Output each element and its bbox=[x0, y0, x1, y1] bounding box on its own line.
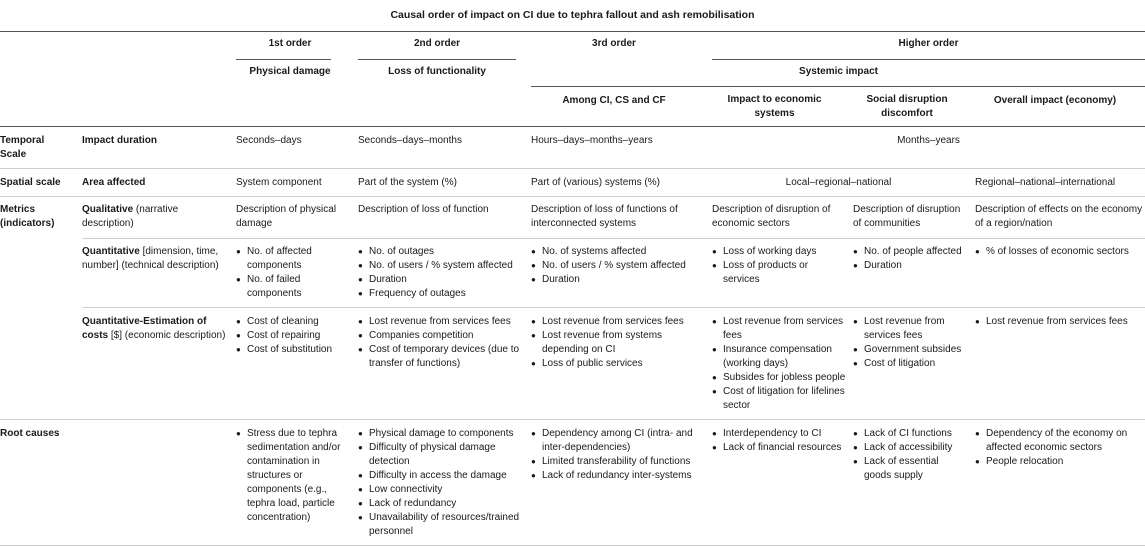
qualitative-third: Description of loss of functions of interconnected systems bbox=[531, 204, 678, 229]
list-item: ● Limited transferability of functions bbox=[531, 455, 701, 469]
header-systemic-impact: Systemic impact bbox=[799, 66, 878, 77]
list-item: ● Lack of redundancy inter-systems bbox=[531, 469, 701, 483]
label-quantitative bbox=[82, 245, 227, 273]
list-item: ● Unavailability of resources/trained personnel bbox=[358, 511, 523, 539]
quantitative-first bbox=[236, 245, 346, 301]
header-higher-order: Higher order bbox=[898, 38, 959, 49]
header-third-order: 3rd order bbox=[592, 38, 636, 49]
header-first-order: 1st order bbox=[268, 38, 312, 49]
quantitative-second bbox=[358, 245, 523, 301]
root-first bbox=[236, 427, 348, 525]
list-item: ● Difficulty in access the damage bbox=[358, 469, 523, 483]
list-item: ● No. of people affected bbox=[853, 245, 968, 259]
rule-temporal bbox=[0, 168, 1145, 169]
temporal-higher: Months–years bbox=[897, 135, 960, 146]
quantitative-economic bbox=[712, 245, 847, 287]
list-item: ● Duration bbox=[853, 259, 968, 273]
qualitative-social: Description of disruption of communities bbox=[853, 204, 961, 229]
list-item: ● Cost of temporary devices (due to transfer of functions) bbox=[358, 343, 523, 371]
list-item: ● Cost of litigation for lifelines sector bbox=[712, 385, 847, 413]
label-area-affected: Area affected bbox=[82, 177, 146, 188]
list-item: ● Cost of cleaning bbox=[236, 315, 346, 329]
list-item: ● No. of users / % system affected bbox=[358, 259, 523, 273]
rule-higher bbox=[712, 59, 1145, 60]
costs-first bbox=[236, 315, 346, 357]
spatial-second: Part of the system (%) bbox=[358, 177, 457, 188]
list-item: ● Companies competition bbox=[358, 329, 523, 343]
header-physical-damage: Physical damage bbox=[249, 66, 331, 77]
rule-second bbox=[358, 59, 516, 60]
costs-economic bbox=[712, 315, 847, 413]
label-qualitative bbox=[82, 203, 227, 231]
list-item: ● No. of systems affected bbox=[531, 245, 701, 259]
list-item: ● Duration bbox=[531, 273, 701, 287]
label-qualitative-bold: Qualitative bbox=[82, 204, 134, 215]
list-item: ● Cost of repairing bbox=[236, 329, 346, 343]
list-item: ● Lack of financial resources bbox=[712, 441, 847, 455]
quantitative-third bbox=[531, 245, 701, 287]
rule-quantitative bbox=[82, 307, 1145, 308]
header-among-ci: Among CI, CS and CF bbox=[562, 95, 666, 106]
header-loss-functionality: Loss of functionality bbox=[388, 66, 486, 77]
root-overall bbox=[975, 427, 1140, 469]
list-item: ● Loss of public services bbox=[531, 357, 701, 371]
list-item: ● Lost revenue from systems depending on CI bbox=[531, 329, 701, 357]
spatial-overall: Regional–national–international bbox=[975, 177, 1116, 188]
group-root-causes: Root causes bbox=[0, 428, 60, 439]
list-item: ● Cost of litigation bbox=[853, 357, 968, 371]
list-item: ● Insurance compensation (working days) bbox=[712, 343, 847, 371]
rule-top bbox=[0, 31, 1145, 32]
spatial-economic-social: Local–regional–national bbox=[785, 177, 892, 188]
list-item: ● Frequency of outages bbox=[358, 287, 523, 301]
costs-second bbox=[358, 315, 523, 371]
list-item: ● Physical damage to components bbox=[358, 427, 523, 441]
label-quantitative-rest: [dimension, time, number] (technical description) bbox=[82, 246, 219, 271]
table-caption: Causal order of impact on CI due to tephra fallout and ash remobilisation bbox=[390, 9, 755, 21]
label-quantitative-bold: Quantitative bbox=[82, 246, 140, 257]
rule-bottom bbox=[0, 545, 1145, 546]
costs-third bbox=[531, 315, 701, 371]
label-costs-rest: [$] (economic description) bbox=[110, 330, 226, 341]
list-item: ● Lost revenue from services fees bbox=[975, 315, 1140, 329]
temporal-second: Seconds–days–months bbox=[358, 135, 462, 146]
group-temporal-scale: Temporal Scale bbox=[0, 135, 45, 160]
list-item: ● No. of outages bbox=[358, 245, 523, 259]
list-item: ● Loss of working days bbox=[712, 245, 847, 259]
spatial-first: System component bbox=[236, 177, 322, 188]
list-item: ● Interdependency to CI bbox=[712, 427, 847, 441]
root-social bbox=[853, 427, 968, 483]
header-social-disruption: Social disruption discomfort bbox=[866, 94, 948, 119]
rule-first bbox=[236, 59, 331, 60]
spatial-third: Part of (various) systems (%) bbox=[531, 177, 660, 188]
list-item: ● Dependency among CI (intra- and inter-dependencies) bbox=[531, 427, 701, 455]
rule-header-bottom bbox=[0, 126, 1145, 127]
list-item: ● Loss of products or services bbox=[712, 259, 847, 287]
rule-systemic bbox=[531, 86, 1145, 87]
list-item: ● Lack of CI functions bbox=[853, 427, 968, 441]
list-item: ● Stress due to tephra sedimentation and/or contamination in structures or components (e.g., tephra load, particle concentration) bbox=[236, 427, 348, 525]
list-item: ● Dependency of the economy on affected economic sectors bbox=[975, 427, 1140, 455]
list-item: ● % of losses of economic sectors bbox=[975, 245, 1140, 259]
list-item: ● Lost revenue from services fees bbox=[853, 315, 968, 343]
rule-qualitative bbox=[82, 238, 1145, 239]
list-item: ● Cost of substitution bbox=[236, 343, 346, 357]
list-item: ● Lost revenue from services fees bbox=[531, 315, 701, 329]
root-economic bbox=[712, 427, 847, 455]
costs-social bbox=[853, 315, 968, 371]
header-overall-impact: Overall impact (economy) bbox=[993, 95, 1117, 106]
costs-overall bbox=[975, 315, 1140, 329]
label-costs bbox=[82, 315, 227, 343]
qualitative-second: Description of loss of function bbox=[358, 204, 489, 215]
quantitative-social bbox=[853, 245, 968, 273]
list-item: ● Lack of redundancy bbox=[358, 497, 523, 511]
label-qualitative-rest: (narrative description) bbox=[82, 204, 179, 229]
temporal-third: Hours–days–months–years bbox=[531, 135, 653, 146]
list-item: ● Government subsides bbox=[853, 343, 968, 357]
list-item: ● No. of affected components bbox=[236, 245, 346, 273]
list-item: ● Low connectivity bbox=[358, 483, 523, 497]
quantitative-overall bbox=[975, 245, 1140, 259]
qualitative-first: Description of physical damage bbox=[236, 204, 337, 229]
list-item: ● Duration bbox=[358, 273, 523, 287]
list-item: ● Difficulty of physical damage detection bbox=[358, 441, 523, 469]
group-spatial-scale: Spatial scale bbox=[0, 177, 61, 188]
list-item: ● Lack of essential goods supply bbox=[853, 455, 968, 483]
list-item: ● Lost revenue from services fees bbox=[712, 315, 847, 343]
group-metrics: Metrics (indicators) bbox=[0, 204, 55, 229]
rule-spatial bbox=[0, 196, 1145, 197]
list-item: ● People relocation bbox=[975, 455, 1140, 469]
temporal-first: Seconds–days bbox=[236, 135, 302, 146]
rule-costs bbox=[0, 419, 1145, 420]
list-item: ● Lack of accessibility bbox=[853, 441, 968, 455]
label-costs-bold: Quantitative-Estimation of costs bbox=[82, 316, 207, 341]
header-economic-systems: Impact to economic systems bbox=[727, 94, 822, 119]
list-item: ● Subsides for jobless people bbox=[712, 371, 847, 385]
list-item: ● Lost revenue from services fees bbox=[358, 315, 523, 329]
header-second-order: 2nd order bbox=[413, 38, 461, 49]
qualitative-economic: Description of disruption of economic sectors bbox=[712, 204, 831, 229]
list-item: ● No. of failed components bbox=[236, 273, 346, 301]
root-third bbox=[531, 427, 701, 483]
root-second bbox=[358, 427, 523, 539]
list-item: ● No. of users / % system affected bbox=[531, 259, 701, 273]
label-impact-duration: Impact duration bbox=[82, 135, 158, 146]
qualitative-overall: Description of effects on the economy of a region/nation bbox=[975, 204, 1143, 229]
